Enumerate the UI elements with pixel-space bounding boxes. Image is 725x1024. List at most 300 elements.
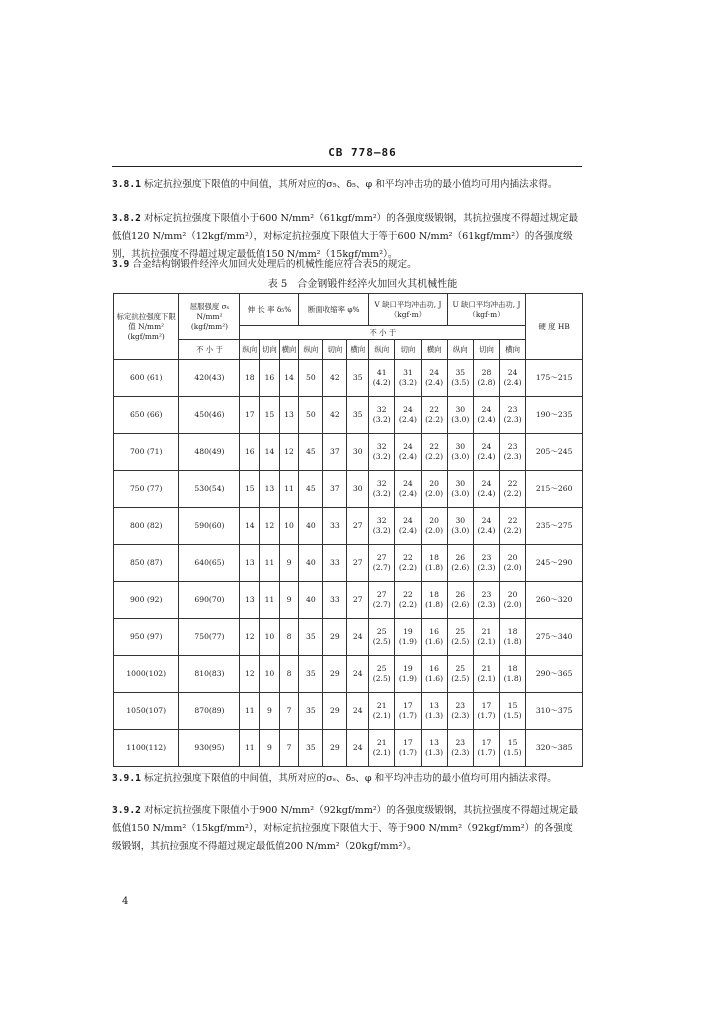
reduction-cell: 24: [347, 730, 369, 767]
hardness-cell: 190～235: [526, 397, 583, 434]
v-notch-cell-joules: 20: [429, 516, 439, 525]
elongation-cell: 17: [240, 397, 260, 434]
reduction-cell: 40: [299, 545, 323, 582]
v-notch-cell-joules: 17: [403, 738, 413, 747]
direction-header: 横向: [421, 340, 447, 360]
v-notch-cell-joules: 21: [376, 701, 387, 710]
table-caption: 表 5 合金钢锻件经淬火加回火其机械性能: [267, 279, 458, 290]
u-notch-cell-kgfm: (2.3): [451, 748, 470, 757]
direction-header: 切向: [323, 340, 347, 360]
v-notch-cell-kgfm: (2.5): [372, 674, 391, 683]
hardness-cell: 260～320: [526, 582, 583, 619]
hardness-cell: 245～290: [526, 545, 583, 582]
min-label: 不 小 于: [240, 326, 526, 340]
elongation-cell: 12: [260, 508, 280, 545]
u-notch-cell: [473, 545, 499, 582]
u-notch-cell-joules: 25: [455, 627, 466, 636]
direction-header: 切向: [473, 340, 499, 360]
yield-cell: 930(95): [179, 730, 240, 767]
v-notch-cell-joules: 31: [403, 368, 413, 377]
paragraph-text: 标定抗拉强度下限值的中间值，其所对应的σₛ、δ₅、φ 和平均冲击功的最小值均可用内插法求得。: [143, 773, 557, 784]
elongation-cell: 9: [260, 693, 280, 730]
v-notch-cell-joules: 22: [429, 405, 439, 414]
v-notch-cell-joules: 22: [429, 442, 439, 451]
u-notch-cell-kgfm: (2.5): [451, 637, 470, 646]
u-notch-cell-kgfm: (2.3): [503, 415, 522, 424]
v-notch-cell-kgfm: (1.6): [425, 637, 444, 646]
v-notch-cell-kgfm: (2.2): [425, 415, 444, 424]
reduction-header: 断面收缩率 φ%: [299, 294, 369, 326]
reduction-cell: 27: [347, 582, 369, 619]
v-notch-cell: [421, 730, 447, 767]
u-notch-cell-joules: 18: [507, 664, 518, 673]
v-notch-cell-joules: 32: [376, 479, 387, 488]
elongation-cell: 11: [260, 545, 280, 582]
yield-cell: 810(83): [179, 656, 240, 693]
u-notch-cell-joules: 22: [507, 479, 518, 488]
u-notch-cell: [500, 471, 526, 508]
hardness-header: 硬 度 HB: [526, 294, 583, 360]
v-notch-cell: [421, 360, 447, 397]
u-notch-cell: [473, 619, 499, 656]
yield-min-label: 不 小 于: [179, 340, 240, 360]
v-notch-cell: [421, 656, 447, 693]
reduction-cell: 42: [323, 360, 347, 397]
u-notch-cell-joules: 24: [481, 479, 492, 488]
v-notch-cell: [421, 693, 447, 730]
u-notch-cell-kgfm: (2.5): [451, 674, 470, 683]
u-notch-cell-kgfm: (1.8): [503, 674, 522, 683]
elongation-cell: 10: [260, 619, 280, 656]
yield-cell: 530(54): [179, 471, 240, 508]
reduction-cell: 27: [347, 508, 369, 545]
hardness-cell: 215～260: [526, 471, 583, 508]
elongation-cell: 15: [240, 471, 260, 508]
v-notch-cell-kgfm: (2.0): [425, 489, 444, 498]
v-notch-cell-joules: 19: [403, 664, 413, 673]
elongation-cell: 8: [279, 619, 299, 656]
elongation-cell: 13: [240, 545, 260, 582]
elongation-cell: 12: [240, 656, 260, 693]
v-notch-cell-kgfm: (1.7): [398, 711, 417, 720]
table-row: [114, 508, 583, 545]
hardness-cell: 205～245: [526, 434, 583, 471]
u-notch-cell: [447, 545, 473, 582]
u-notch-cell-kgfm: (1.7): [477, 748, 496, 757]
elongation-cell: 16: [260, 360, 280, 397]
u-notch-cell-joules: 26: [455, 590, 466, 599]
v-notch-cell: [369, 545, 395, 582]
hardness-cell: 235～275: [526, 508, 583, 545]
v-notch-cell-kgfm: (2.1): [372, 711, 391, 720]
direction-header: 横向: [347, 340, 369, 360]
u-notch-cell: [447, 619, 473, 656]
v-notch-header: V 缺口平均冲击功, J（kgf·m）: [369, 294, 448, 326]
u-notch-cell: [500, 545, 526, 582]
u-notch-cell: [447, 730, 473, 767]
standard-code-header: CB 778—86: [328, 146, 397, 159]
u-notch-cell: [473, 508, 499, 545]
elongation-cell: 8: [279, 656, 299, 693]
v-notch-cell: [369, 397, 395, 434]
yield-cell: 690(70): [179, 582, 240, 619]
v-notch-cell-kgfm: (2.4): [398, 526, 417, 535]
u-notch-cell-joules: 20: [507, 553, 518, 562]
u-notch-cell-joules: 28: [481, 368, 492, 377]
u-notch-cell: [473, 471, 499, 508]
elongation-cell: 10: [279, 508, 299, 545]
v-notch-cell: [395, 656, 421, 693]
u-notch-cell-kgfm: (2.3): [451, 711, 470, 720]
v-notch-cell-joules: 25: [376, 627, 387, 636]
v-notch-cell: [395, 397, 421, 434]
u-notch-cell-joules: 17: [481, 701, 492, 710]
u-notch-cell-kgfm: (3.0): [451, 415, 470, 424]
v-notch-cell: [421, 508, 447, 545]
v-notch-cell-kgfm: (3.2): [372, 415, 391, 424]
v-notch-cell-kgfm: (1.7): [398, 748, 417, 757]
paragraph-3-9-2: [112, 802, 582, 856]
elongation-cell: 12: [240, 619, 260, 656]
u-notch-cell-joules: 23: [455, 738, 466, 747]
v-notch-cell: [369, 360, 395, 397]
reduction-cell: 24: [347, 693, 369, 730]
yield-cell: 420(43): [179, 360, 240, 397]
v-notch-cell-joules: 32: [376, 442, 387, 451]
u-notch-cell-joules: 26: [455, 553, 466, 562]
v-notch-cell-kgfm: (2.5): [372, 637, 391, 646]
elongation-cell: 13: [260, 471, 280, 508]
v-notch-cell-kgfm: (3.2): [372, 452, 391, 461]
v-notch-cell-joules: 24: [403, 479, 413, 488]
reduction-cell: 29: [323, 730, 347, 767]
v-notch-cell-joules: 18: [429, 590, 439, 599]
reduction-cell: 50: [299, 360, 323, 397]
reduction-cell: 35: [299, 730, 323, 767]
mechanical-properties-table: [113, 293, 583, 767]
u-notch-cell: [447, 471, 473, 508]
direction-header: 横向: [500, 340, 526, 360]
v-notch-cell: [421, 397, 447, 434]
u-notch-cell: [500, 619, 526, 656]
reduction-cell: 45: [299, 434, 323, 471]
u-notch-cell: [500, 397, 526, 434]
v-notch-cell-joules: 22: [403, 590, 413, 599]
v-notch-cell-kgfm: (1.3): [425, 748, 444, 757]
reduction-cell: 24: [347, 656, 369, 693]
v-notch-cell: [395, 730, 421, 767]
v-notch-cell-kgfm: (2.1): [372, 748, 391, 757]
reduction-cell: 33: [323, 582, 347, 619]
table-row: [114, 434, 583, 471]
u-notch-cell-kgfm: (3.0): [451, 489, 470, 498]
reduction-cell: 29: [323, 693, 347, 730]
elongation-cell: 14: [260, 434, 280, 471]
v-notch-cell-joules: 24: [403, 405, 413, 414]
v-notch-cell: [421, 619, 447, 656]
u-notch-cell-joules: 24: [481, 405, 492, 414]
u-notch-cell-joules: 30: [455, 405, 466, 414]
grade-header: 标定抗拉强度下限值 N/mm² (kgf/mm²): [114, 294, 179, 360]
u-notch-cell: [447, 656, 473, 693]
elongation-cell: 18: [240, 360, 260, 397]
v-notch-cell-joules: 18: [429, 553, 439, 562]
u-notch-cell-kgfm: (2.4): [503, 378, 522, 387]
hardness-cell: 320～385: [526, 730, 583, 767]
u-notch-cell-kgfm: (2.4): [477, 452, 496, 461]
v-notch-cell-kgfm: (1.8): [425, 600, 444, 609]
u-notch-cell: [500, 693, 526, 730]
v-notch-cell: [369, 619, 395, 656]
u-notch-cell-kgfm: (1.7): [477, 711, 496, 720]
v-notch-cell: [395, 545, 421, 582]
yield-cell: 480(49): [179, 434, 240, 471]
u-notch-cell-kgfm: (2.3): [477, 563, 496, 572]
reduction-cell: 29: [323, 656, 347, 693]
reduction-cell: 33: [323, 508, 347, 545]
direction-header: 纵向: [299, 340, 323, 360]
u-notch-cell-joules: 15: [507, 738, 518, 747]
v-notch-cell: [369, 582, 395, 619]
reduction-cell: 35: [299, 656, 323, 693]
elongation-cell: 10: [260, 656, 280, 693]
u-notch-cell-kgfm: (2.2): [503, 489, 522, 498]
v-notch-cell-kgfm: (4.2): [372, 378, 391, 387]
table-row: [114, 582, 583, 619]
v-notch-cell-kgfm: (2.2): [425, 452, 444, 461]
v-notch-cell-joules: 27: [376, 553, 387, 562]
elongation-cell: 13: [279, 397, 299, 434]
v-notch-cell: [369, 730, 395, 767]
v-notch-cell-joules: 24: [403, 516, 413, 525]
reduction-cell: 30: [347, 471, 369, 508]
v-notch-cell-joules: 13: [429, 701, 439, 710]
table-row: [114, 656, 583, 693]
u-notch-cell-joules: 30: [455, 442, 466, 451]
u-notch-cell-kgfm: (2.1): [477, 637, 496, 646]
reduction-cell: 40: [299, 508, 323, 545]
paragraph-number: 3.9.1: [112, 773, 141, 784]
header-rule: [112, 166, 582, 167]
u-notch-cell-kgfm: (2.1): [477, 674, 496, 683]
elongation-cell: 11: [240, 693, 260, 730]
elongation-cell: 16: [240, 434, 260, 471]
v-notch-cell-kgfm: (2.4): [398, 489, 417, 498]
u-notch-cell: [447, 693, 473, 730]
u-notch-cell: [500, 730, 526, 767]
v-notch-cell: [369, 434, 395, 471]
grade-cell: 1100(112): [114, 730, 179, 767]
v-notch-cell-kgfm: (2.4): [398, 452, 417, 461]
table-row: [114, 471, 583, 508]
v-notch-cell-joules: 25: [376, 664, 387, 673]
v-notch-cell-joules: 24: [429, 368, 439, 377]
yield-cell: 870(89): [179, 693, 240, 730]
u-notch-cell-joules: 23: [507, 405, 518, 414]
v-notch-cell-kgfm: (1.6): [425, 674, 444, 683]
reduction-cell: 35: [347, 397, 369, 434]
u-notch-cell: [500, 434, 526, 471]
v-notch-cell-joules: 27: [376, 590, 387, 599]
u-notch-cell-joules: 21: [481, 664, 492, 673]
paragraph-3-9: [112, 256, 582, 274]
hardness-cell: 310～375: [526, 693, 583, 730]
u-notch-cell-kgfm: (1.8): [503, 637, 522, 646]
v-notch-cell-kgfm: (2.2): [398, 563, 417, 572]
u-notch-cell: [500, 582, 526, 619]
reduction-cell: 35: [299, 693, 323, 730]
table-row: [114, 397, 583, 434]
hardness-cell: 275～340: [526, 619, 583, 656]
u-notch-cell: [500, 360, 526, 397]
yield-cell: 590(60): [179, 508, 240, 545]
u-notch-cell-kgfm: (2.4): [477, 526, 496, 535]
u-notch-cell-kgfm: (1.5): [503, 748, 522, 757]
u-notch-cell: [447, 397, 473, 434]
paragraph-number: 3.9.2: [112, 805, 141, 816]
u-notch-cell: [500, 508, 526, 545]
v-notch-cell-kgfm: (2.0): [425, 526, 444, 535]
v-notch-cell: [421, 434, 447, 471]
v-notch-cell: [369, 656, 395, 693]
u-notch-cell-joules: 30: [455, 479, 466, 488]
direction-header: 切向: [260, 340, 280, 360]
v-notch-cell: [421, 471, 447, 508]
v-notch-cell-joules: 21: [376, 738, 387, 747]
u-notch-cell-joules: 23: [481, 553, 492, 562]
v-notch-cell: [395, 619, 421, 656]
grade-cell: 650 (66): [114, 397, 179, 434]
u-notch-cell: [473, 656, 499, 693]
v-notch-cell-kgfm: (2.7): [372, 563, 391, 572]
u-notch-cell-kgfm: (2.6): [451, 600, 470, 609]
grade-cell: 800 (82): [114, 508, 179, 545]
u-notch-cell-joules: 24: [481, 442, 492, 451]
elongation-cell: 11: [279, 471, 299, 508]
paragraph-text: 标定抗拉强度下限值的中间值，其所对应的σ₅、δ₅、φ 和平均冲击功的最小值均可用内插法求得。: [143, 179, 558, 190]
v-notch-cell: [395, 508, 421, 545]
paragraph-text: 合金结构钢锻件经淬火加回火处理后的机械性能应符合表5的规定。: [132, 259, 417, 270]
elongation-cell: 9: [279, 545, 299, 582]
direction-header: 纵向: [369, 340, 395, 360]
u-notch-cell: [473, 693, 499, 730]
direction-header: 横向: [279, 340, 299, 360]
u-notch-cell-joules: 24: [481, 516, 492, 525]
u-notch-cell-kgfm: (3.5): [451, 378, 470, 387]
grade-cell: 1050(107): [114, 693, 179, 730]
u-notch-cell-kgfm: (1.5): [503, 711, 522, 720]
v-notch-cell: [395, 693, 421, 730]
paragraph-text: 对标定抗拉强度下限值小于900 N/mm²（92kgf/mm²）的各强度级锻钢，其抗拉强度不得超过规定最低值150 N/mm²（15kgf/mm²），对标定抗拉强度下限值大于、等于900 N/mm²（92kgf/mm²）的各强度级锻钢，其抗拉强度不得超过规定最低值200 N/mm²（20kgf/mm²）。: [112, 805, 579, 852]
u-notch-cell: [447, 360, 473, 397]
elongation-cell: 15: [260, 397, 280, 434]
table-row: [114, 730, 583, 767]
yield-header: 屈服强度 σₛ N/mm² (kgf/mm²): [179, 294, 240, 340]
table-row: [114, 693, 583, 730]
v-notch-cell-kgfm: (2.7): [372, 600, 391, 609]
u-notch-cell: [473, 397, 499, 434]
paragraph-text: 对标定抗拉强度下限值小于600 N/mm²（61kgf/mm²）的各强度级锻钢，其抗拉强度不得超过规定最低值120 N/mm²（12kgf/mm²），对标定抗拉强度下限值大于等于600 N/mm²（61kgf/mm²）的各强度级别，其抗拉强度不得超过规定最低值150 N/mm²（15kgf/mm²）。: [112, 213, 579, 260]
u-notch-cell-kgfm: (2.3): [503, 452, 522, 461]
paragraph-number: 3.9: [112, 259, 130, 270]
v-notch-cell: [421, 545, 447, 582]
v-notch-cell: [369, 508, 395, 545]
u-notch-cell-joules: 17: [481, 738, 492, 747]
u-notch-cell-joules: 23: [455, 701, 466, 710]
u-notch-cell: [473, 360, 499, 397]
reduction-cell: 24: [347, 619, 369, 656]
direction-header: 纵向: [447, 340, 473, 360]
elongation-cell: 12: [279, 434, 299, 471]
table-row: [114, 545, 583, 582]
u-notch-cell-joules: 25: [455, 664, 466, 673]
elongation-cell: 14: [279, 360, 299, 397]
v-notch-cell-joules: 17: [403, 701, 413, 710]
u-notch-cell-kgfm: (3.0): [451, 526, 470, 535]
v-notch-cell-kgfm: (2.2): [398, 600, 417, 609]
v-notch-cell-joules: 32: [376, 516, 387, 525]
v-notch-cell-joules: 22: [403, 553, 413, 562]
paragraph-number: 3.8.1: [112, 179, 141, 190]
yield-cell: 640(65): [179, 545, 240, 582]
reduction-cell: 35: [299, 619, 323, 656]
reduction-cell: 33: [323, 545, 347, 582]
u-notch-header: U 缺口平均冲击功, J（kgf·m）: [447, 294, 526, 326]
u-notch-cell-joules: 30: [455, 516, 466, 525]
elongation-cell: 7: [279, 730, 299, 767]
grade-cell: 1000(102): [114, 656, 179, 693]
elongation-cell: 13: [240, 582, 260, 619]
yield-cell: 450(46): [179, 397, 240, 434]
grade-cell: 950 (97): [114, 619, 179, 656]
table-row: [114, 619, 583, 656]
elongation-cell: 9: [260, 730, 280, 767]
u-notch-cell-kgfm: (2.3): [477, 600, 496, 609]
v-notch-cell-joules: 19: [403, 627, 413, 636]
u-notch-cell: [447, 434, 473, 471]
u-notch-cell: [473, 582, 499, 619]
v-notch-cell-joules: 13: [429, 738, 439, 747]
elongation-cell: 7: [279, 693, 299, 730]
v-notch-cell: [395, 434, 421, 471]
reduction-cell: 35: [347, 360, 369, 397]
v-notch-cell-joules: 16: [429, 627, 439, 636]
v-notch-cell-kgfm: (2.4): [398, 415, 417, 424]
u-notch-cell-kgfm: (2.6): [451, 563, 470, 572]
v-notch-cell-joules: 16: [429, 664, 439, 673]
page-number: 4: [122, 896, 129, 907]
v-notch-cell-joules: 20: [429, 479, 439, 488]
u-notch-cell: [500, 656, 526, 693]
reduction-cell: 42: [323, 397, 347, 434]
u-notch-cell-joules: 24: [507, 368, 518, 377]
yield-cell: 750(77): [179, 619, 240, 656]
v-notch-cell: [395, 471, 421, 508]
v-notch-cell-kgfm: (1.8): [425, 563, 444, 572]
u-notch-cell-kgfm: (2.8): [477, 378, 496, 387]
u-notch-cell-kgfm: (2.4): [477, 415, 496, 424]
reduction-cell: 29: [323, 619, 347, 656]
direction-header: 纵向: [240, 340, 260, 360]
direction-header: 切向: [395, 340, 421, 360]
grade-cell: 750 (77): [114, 471, 179, 508]
v-notch-cell-kgfm: (1.9): [398, 674, 417, 683]
elongation-cell: 11: [260, 582, 280, 619]
u-notch-cell-joules: 21: [481, 627, 492, 636]
u-notch-cell: [447, 582, 473, 619]
u-notch-cell: [473, 434, 499, 471]
v-notch-cell-joules: 41: [376, 368, 387, 377]
